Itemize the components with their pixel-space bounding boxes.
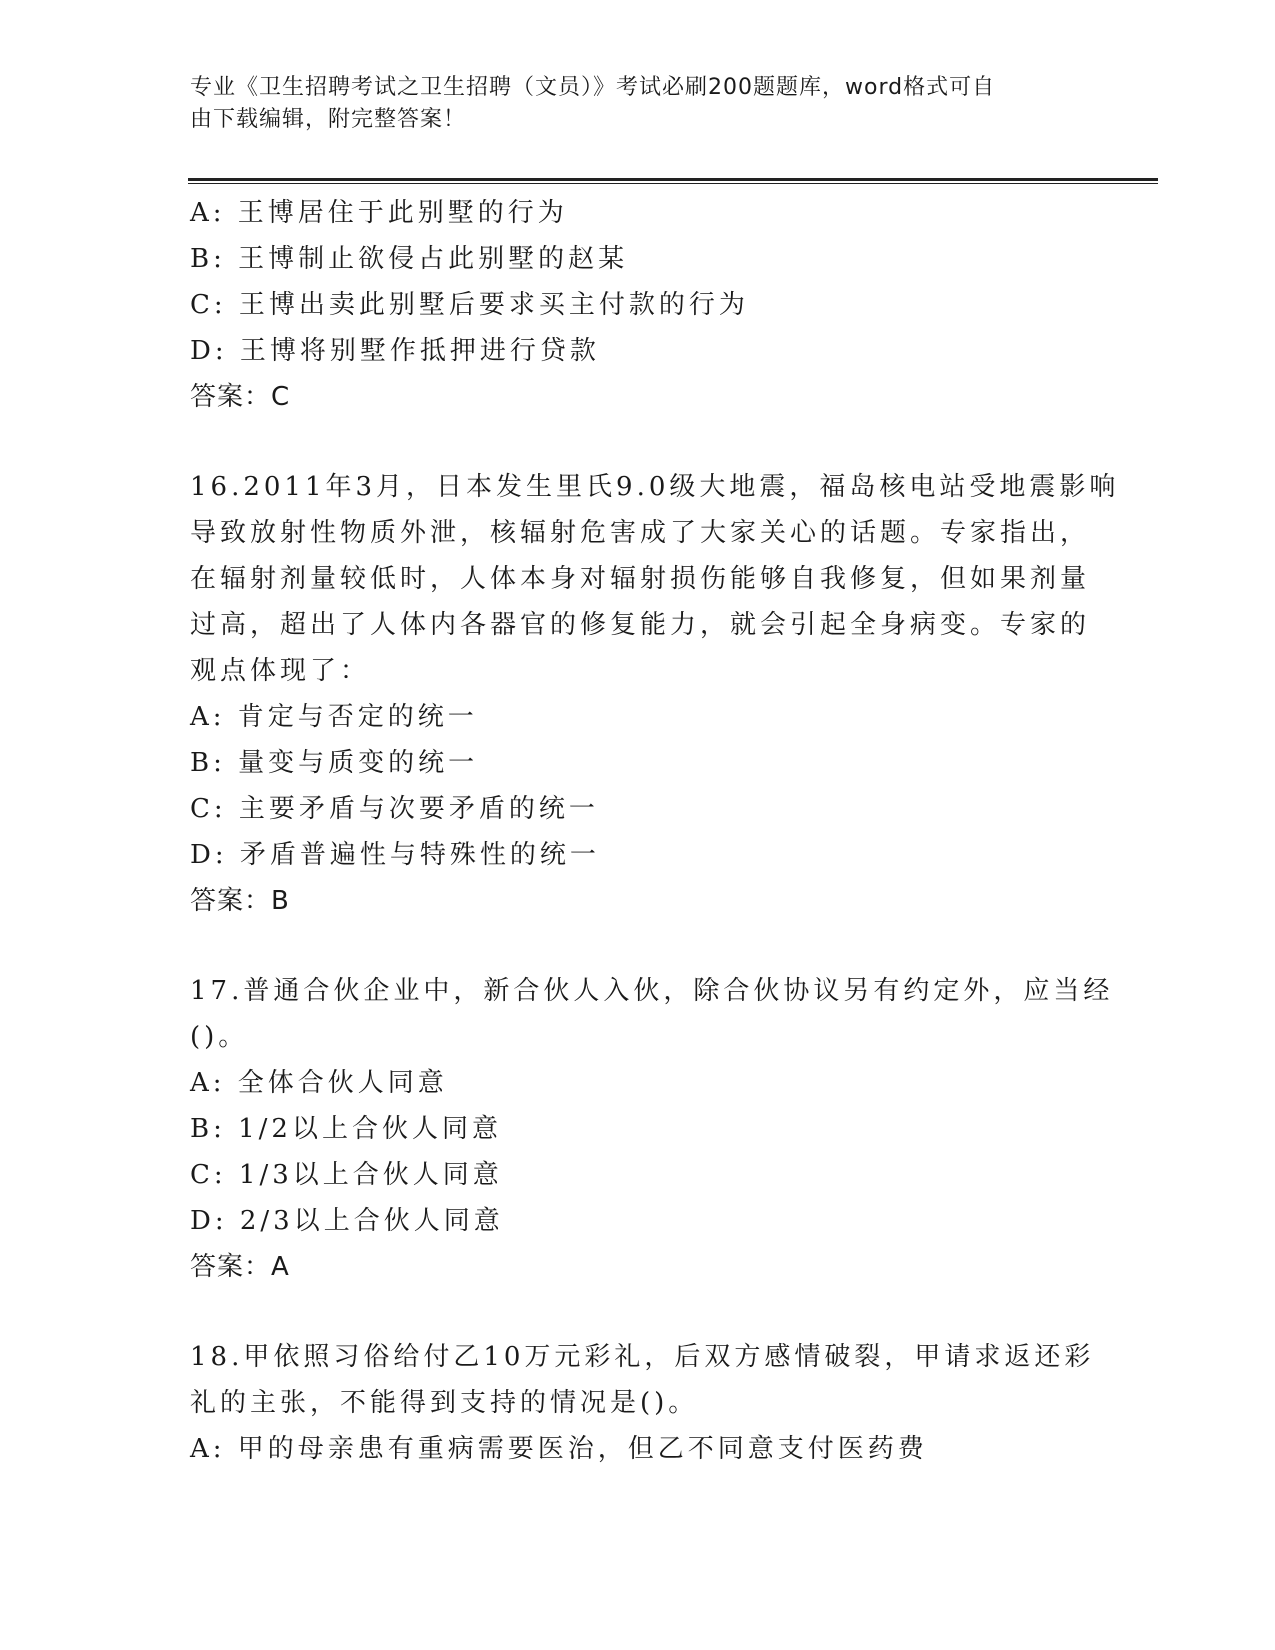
option-c: C: 1/3以上合伙人同意	[190, 1160, 503, 1190]
question-15	[190, 190, 1090, 420]
header-divider	[188, 178, 1158, 181]
header-line-2: 由下载编辑，附完整答案！	[190, 107, 467, 132]
header-line-1: 专业《卫生招聘考试之卫生招聘（文员）》考试必刷200题题库，word格式可自	[190, 75, 996, 100]
option-b: B: 量变与质变的统一	[190, 748, 479, 778]
spacer	[190, 420, 1090, 464]
option-d: D: 王博将别墅作抵押进行贷款	[190, 336, 600, 366]
option-a: A: 王博居住于此别墅的行为	[190, 198, 568, 228]
option-a: A: 肯定与否定的统一	[190, 702, 478, 732]
question-18	[190, 1334, 1095, 1472]
option-a: A: 全体合伙人同意	[190, 1068, 448, 1098]
question-stem-line: 过高，超出了人体内各器官的修复能力，就会引起全身病变。专家的	[190, 610, 1091, 640]
question-16	[190, 464, 1120, 924]
question-stem-line: 观点体现了：	[190, 656, 371, 686]
option-d: D: 矛盾普遍性与特殊性的统一	[190, 840, 600, 870]
option-c: C: 王博出卖此别墅后要求买主付款的行为	[190, 290, 749, 320]
option-d: D: 2/3以上合伙人同意	[190, 1206, 504, 1236]
option-a: A: 甲的母亲患有重病需要医治，但乙不同意支付医药费	[190, 1434, 928, 1464]
question-list	[190, 190, 1120, 1472]
question-stem-line: 16.2011年3月，日本发生里氏9.0级大地震，福岛核电站受地震影响	[190, 472, 1120, 502]
option-b: B: 1/2以上合伙人同意	[190, 1114, 502, 1144]
answer: 答案：B	[190, 886, 290, 916]
spacer	[190, 924, 1090, 968]
answer: 答案：A	[190, 1252, 290, 1282]
spacer	[190, 1290, 1090, 1334]
question-stem-line: 礼的主张，不能得到支持的情况是()。	[190, 1388, 699, 1418]
question-17	[190, 968, 1114, 1290]
option-b: B: 王博制止欲侵占此别墅的赵某	[190, 244, 629, 274]
question-stem-line: 17.普通合伙企业中，新合伙人入伙，除合伙协议另有约定外，应当经	[190, 976, 1114, 1006]
question-stem-line: 在辐射剂量较低时，人体本身对辐射损伤能够自我修复，但如果剂量	[190, 564, 1091, 594]
document-header	[190, 72, 1090, 136]
answer: 答案：C	[190, 382, 291, 412]
question-stem-line: 导致放射性物质外泄，核辐射危害成了大家关心的话题。专家指出，	[190, 518, 1091, 548]
question-stem-line: ()。	[190, 1022, 249, 1052]
header-divider-thin	[188, 183, 1158, 184]
question-stem-line: 18.甲依照习俗给付乙10万元彩礼，后双方感情破裂，甲请求返还彩	[190, 1342, 1095, 1372]
option-c: C: 主要矛盾与次要矛盾的统一	[190, 794, 599, 824]
